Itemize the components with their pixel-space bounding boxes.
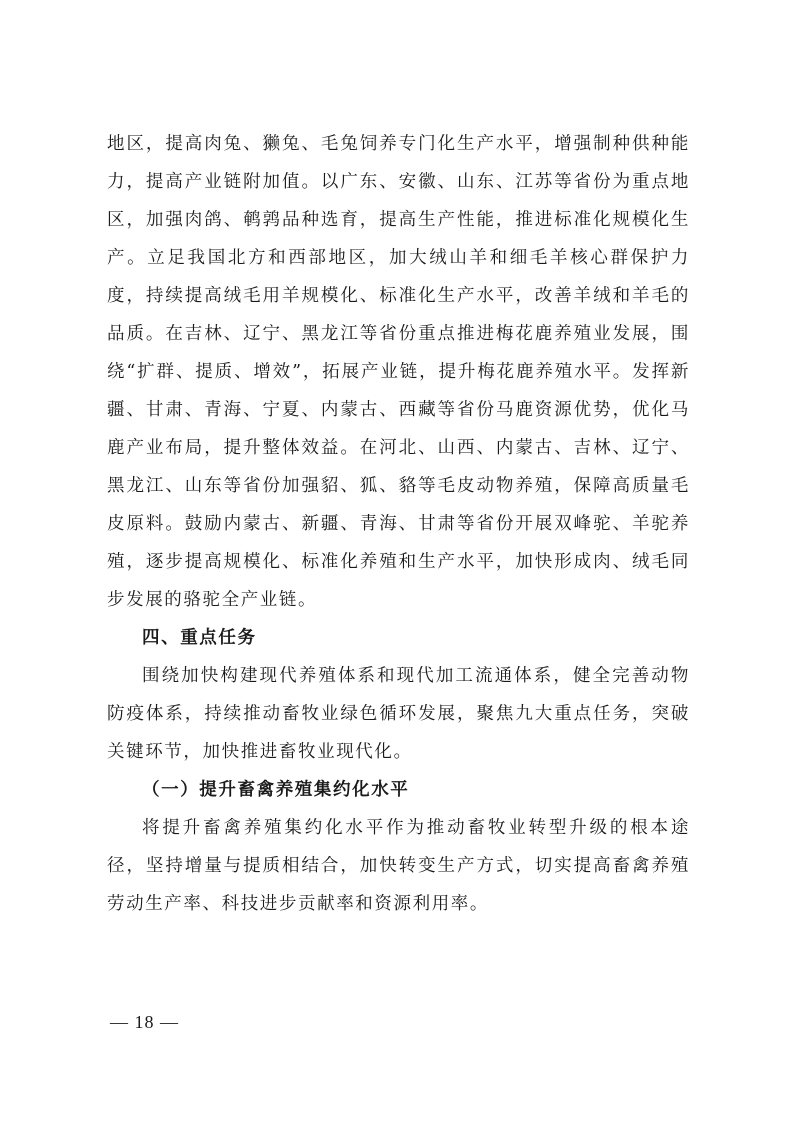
body-paragraph: 将提升畜禽养殖集约化水平作为推动畜牧业转型升级的根本途径，坚持增量与提质相结合，加快转变生产方式，切实提高畜禽养殖劳动生产率、科技进步贡献率和资源利用率。: [107, 818, 690, 914]
section-heading: 四、重点任务: [142, 628, 257, 648]
document-body: [107, 125, 690, 923]
body-paragraph-continued: 地区，提高肉兔、獭兔、毛兔饲养专门化生产水平，增强制种供种能力，提高产业链附加值。以广东、安徽、山东、江苏等省份为重点地区，加强肉鸽、鹌鹑品种选育，提高生产性能，推进标准化规模化生产。立足我国北方和西部地区，加大绒山羊和细毛羊核心群保护力度，持续提高绒毛用羊规模化、标准化生产水平，改善羊绒和羊毛的品质。在吉林、辽宁、黑龙江等省份重点推进梅花鹿养殖业发展，围绕“扩群、提质、增效”，拓展产业链，提升梅花鹿养殖水平。发挥新疆、甘肃、青海、宁夏、内蒙古、西藏等省份马鹿资源优势，优化马鹿产业布局，提升整体效益。在河北、山西、内蒙古、吉林、辽宁、黑龙江、山东等省份加强貂、狐、貉等毛皮动物养殖，保障高质量毛皮原料。鼓励内蒙古、新疆、青海、甘肃等省份开展双峰驼、羊驼养殖，逐步提高规模化、标准化养殖和生产水平，加快形成肉、绒毛同步发展的骆驼全产业链。: [107, 134, 690, 610]
subsection-heading: （一）提升畜禽养殖集约化水平: [142, 780, 410, 800]
body-paragraph: 围绕加快构建现代养殖体系和现代加工流通体系，健全完善动物防疫体系，持续推动畜牧业绿色循环发展，聚焦九大重点任务，突破关键环节，加快推进畜牧业现代化。: [107, 666, 690, 762]
page-number: — 18 —: [110, 1012, 179, 1032]
